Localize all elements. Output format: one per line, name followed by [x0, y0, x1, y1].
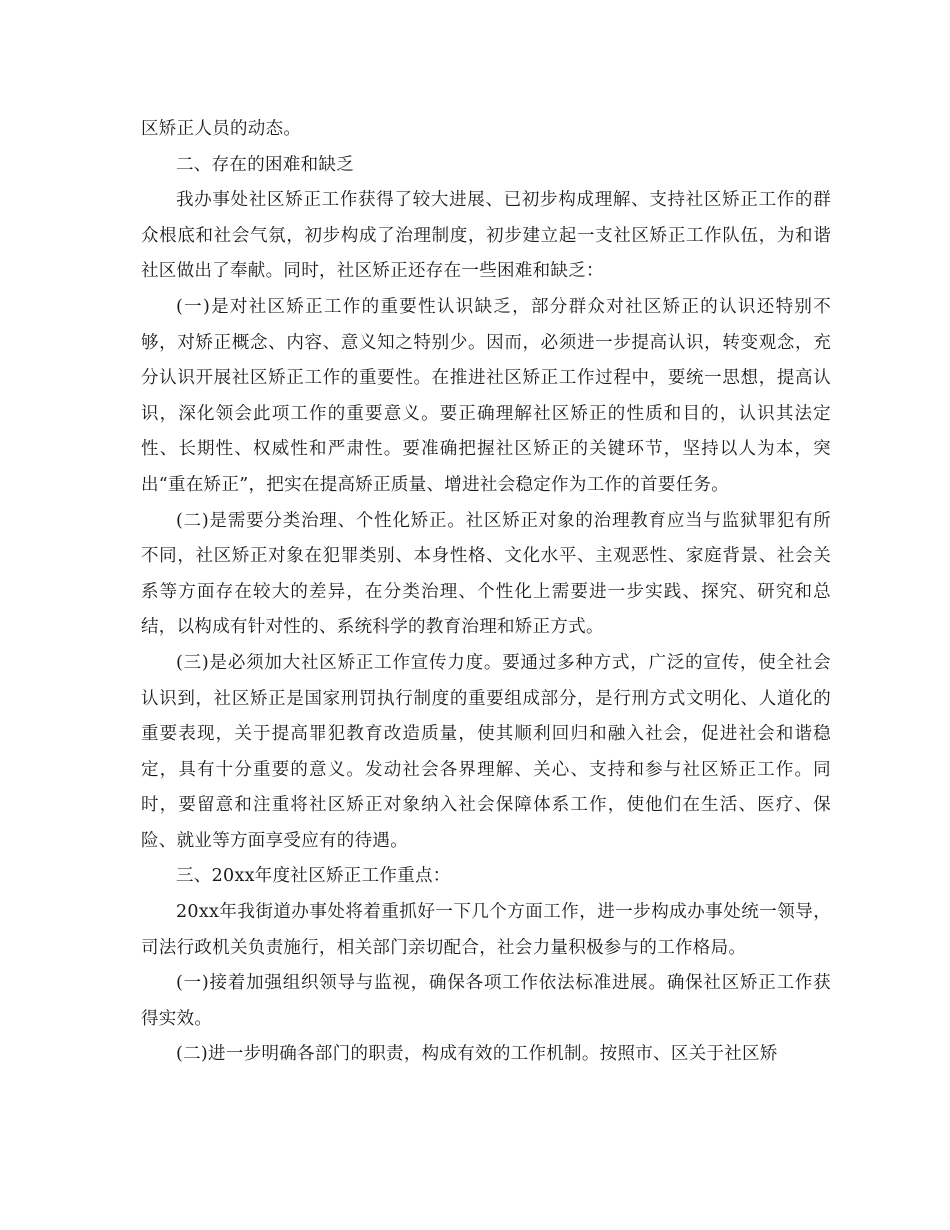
paragraph-plan-point-2: (二)进一步明确各部门的职责，构成有效的工作机制。按照市、区关于社区矫: [176, 1044, 778, 1065]
section-heading-priorities: 三、20xx年度社区矫正工作重点：: [176, 866, 451, 887]
paragraph-plan: 20xx年我街道办事处将着重抓好一下几个方面工作，进一步构成办事处统一领导，司法行政机关负责施行，相关部门亲切配合，社会力量积极参与的工作格局。: [141, 902, 831, 958]
paragraph-point-3: (三)是必须加大社区矫正工作宣传力度。要通过多种方式，广泛的宣传，使全社会认识到，社区矫正是国家刑罚执行制度的重要组成部分，是行刑方式文明化、人道化的重要表现，关于提高罪犯教育改造质量，使其顺利回归和融入社会，促进社会和谐稳定，具有十分重要的意义。发动社会各界理解、关心、支持和参与社区矫正工作。同时，要留意和注重将社区矫正对象纳入社会保障体系工作，使他们在生活、医疗、保险、就业等方面享受应有的待遇。: [141, 652, 831, 851]
document-page: [141, 112, 831, 1073]
paragraph-progress: 我办事处社区矫正工作获得了较大进展、已初步构成理解、支持社区矫正工作的群众根底和社会气氛，初步构成了治理制度，初步建立起一支社区矫正工作队伍，为和谐社区做出了奉献。同时，社区矫正还存在一些困难和缺乏：: [141, 190, 831, 282]
paragraph-point-1: (一)是对社区矫正工作的重要性认识缺乏，部分群众对社区矫正的认识还特别不够，对矫正概念、内容、意义知之特别少。因而，必须进一步提高认识，转变观念，充分认识开展社区矫正工作的重要性。在推进社区矫正工作过程中，要统一思想，提高认识，深化领会此项工作的重要意义。要正确理解社区矫正的性质和目的，认识其法定性、长期性、权威性和严肃性。要准确把握社区矫正的关键环节，坚持以人为本，突出“重在矫正”，把实在提高矫正质量、增进社会稳定作为工作的首要任务。: [141, 296, 831, 495]
paragraph-plan-point-1: (一)接着加强组织领导与监视，确保各项工作依法标准进展。确保社区矫正工作获得实效。: [141, 973, 831, 1029]
section-heading-difficulties: 二、存在的困难和缺乏: [176, 154, 354, 175]
paragraph-point-2: (二)是需要分类治理、个性化矫正。社区矫正对象的治理教育应当与监狱罪犯有所不同，社区矫正对象在犯罪类别、本身性格、文化水平、主观恶性、家庭背景、社会关系等方面存在较大的差异，在分类治理、个性化上需要进一步实践、探究、研究和总结，以构成有针对性的、系统科学的教育治理和矫正方式。: [141, 510, 831, 638]
paragraph-continuation: 区矫正人员的动态。: [141, 119, 302, 139]
